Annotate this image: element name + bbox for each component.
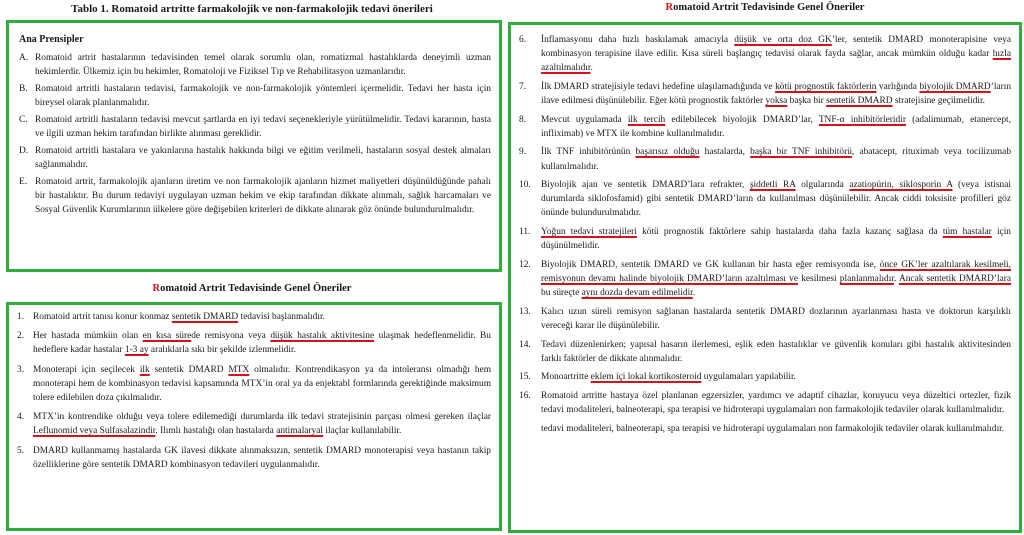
recommendation-item [17, 363, 491, 406]
principle-text: Romatoid artrit, farmakolojik ajanların üretim ve non farmakolojik ajanların hizmet maliyetleri düşünüldüğünde pahalı bir hastalıktır. Bu durum tedaviyi uygulayan uzman hekim ve ekip tarafından dikkate alınmalı, sağlık harcamaları ve Sosyal Güvenlik Kurumlarının ülkelere göre değişebilen kriterleri de dikkate alınarak göz önünde bulundurulmalıdır. [35, 177, 491, 215]
recommendation-item [519, 338, 1011, 366]
principle-letter: C. [19, 115, 28, 125]
recommendation-number: 16. [519, 391, 531, 401]
underlined-emphasis: tüm hastalar [942, 227, 992, 238]
recommendation-text: DMARD kullanmamış hastalarda GK ilavesi dikkate alınmaksızın, sentetik DMARD monoterapisi veya hastanın takip özelliklerine göre sentetik DMARD kombinasyon tedavileri uygulanmalıdır. [33, 445, 491, 470]
recommendations-box-left [6, 302, 502, 531]
principle-item [19, 144, 491, 172]
recommendation-text: Her hastada mümkün olan en kısa sürede remisyona veya düşük hastalık aktivitesine ulaşmak hedeflenmelidir. Bu hedeflere kadar hastalar 1-3 ay aralıklarla sıkı bir şekilde izlenmelidir. [33, 331, 491, 356]
underlined-emphasis: eklem içi lokal kortikosteroid [590, 372, 702, 383]
principle-item [19, 51, 491, 79]
recommendation-item [519, 258, 1011, 300]
principle-item [19, 113, 491, 141]
recommendation-item [519, 145, 1011, 173]
recommendation-number: 2. [17, 331, 25, 342]
principle-item [19, 175, 491, 217]
recommendation-item [519, 225, 1011, 253]
underlined-emphasis: sentetik DMARD [171, 312, 239, 322]
underlined-emphasis: antimalaryal [276, 426, 324, 437]
recommendation-item [519, 178, 1011, 220]
underlined-emphasis: 1-3 ay [124, 345, 149, 356]
general-recommendations-title-right: Romatoid Artrit Tedavisinde Genel Öneriler [665, 2, 865, 13]
underlined-emphasis: düşük hastalık aktivitesine [270, 331, 375, 342]
recommendation-number: 15. [519, 372, 531, 383]
principle-letter: E. [19, 177, 28, 187]
recommendation-item [519, 305, 1011, 333]
underlined-emphasis: ilk [139, 364, 150, 375]
recommendation-text: İlk DMARD stratejisiyle tedavi hedefine ulaşılamadığında ve kötü prognostik faktörlerin varlığında biyolojik DMARD’ların ilave edilmesi düşünülebilir. Eğer kötü prognostik faktörler yoksa başka bir sentetik DMARD stratejisine geçilmelidir. [541, 81, 1012, 106]
underlined-emphasis: biyolojik DMARD [919, 81, 991, 92]
recommendations-list-right [519, 33, 1011, 417]
recommendation-text: İlk TNF inhibitörünün başarısız olduğu hastalarda, başka bir TNF inhibitörü, abatacept, rituximab veya tocilizumab kullanılmalıdır. [541, 147, 1012, 172]
underlined-emphasis: en kısa süre [142, 331, 192, 342]
principle-text: Romatoid artritli hastaların tedavisi mevcut şartlarda en iyi tedavi seçenekleriyle yürütülmelidir. Tedavi kararının, hasta ve ilgili uzman hekim tarafından birlikte alınması gereklidir. [35, 115, 491, 139]
recommendation-item [17, 444, 491, 472]
recommendation-text: Monoterapi için seçilecek ilk sentetik DMARD MTX olmalıdır. Kontrendikasyon ya da intoleransı olmadığı hem monoterapi hem de kombinasyon tedavisi kapsamında MTX’in oral ya da enjektabl formlarında gerektiğinde maksimum tolere edilebilen doza çıkılmalıdır. [33, 364, 491, 404]
recommendation-item [519, 113, 1011, 141]
recommendation-number: 9. [519, 147, 527, 158]
underlined-emphasis: aynı dozda devam edilmelidir [581, 288, 693, 299]
repeated-text-line: tedavi modaliteleri, balneoterapi, spa terapisi ve hidroterapi uygulamaları non farmakolojik tedaviler olarak kullanılmalıdır. [541, 423, 1005, 434]
recommendation-text: Mevcut uygulamada ilk tercih edilebilecek biyolojik DMARD’lar, TNF-α inhibitörleridir (adalimumab, etanercept, infliximab) ve MTX ile kombine kullanılmalıdır. [541, 114, 1011, 139]
recommendation-text: Yoğun tedavi stratejileri kötü prognostik faktörlere sahip hastalarda daha fazla kazanç sağlasa da tüm hastalar için düşünülmelidir. [541, 227, 1011, 252]
principle-letter: A. [19, 53, 29, 63]
recommendation-text: Kalıcı uzun süreli remisyon sağlanan hastalarda sentetik DMARD dozlarının ayarlanması hasta ve doktorun karşılıklı vereceği karar ile düşünülebilir. [541, 306, 1011, 331]
underlined-emphasis: şiddetli RA [749, 180, 796, 191]
recommendation-number: 3. [17, 364, 25, 375]
underlined-emphasis: azatiopürin, siklosporin A [849, 180, 953, 191]
recommendation-number: 11. [519, 227, 531, 238]
recommendation-text: Tedavi düzenlenirken; yapısal hasarın ilerlemesi, eşlik eden hastalıklar ve güvenlik konuları gibi hastalık aktivitesinden farklı faktörler de dikkate alınmalıdır. [541, 339, 1011, 364]
principle-letter: B. [19, 84, 28, 94]
recommendation-item [519, 370, 1011, 384]
recommendation-number: 13. [519, 306, 531, 317]
underlined-emphasis: MTX [228, 364, 250, 375]
recommendations-list-left [17, 310, 491, 472]
underlined-emphasis: başka bir TNF inhibitörü [750, 147, 852, 158]
recommendation-item [519, 33, 1011, 75]
recommendation-text: İnflamasyonu daha hızlı baskılamak amacıyla düşük ve orta doz GK’ler, sentetik DMARD monoterapisine veya kombinasyon terapisine ilave edilir. Kısa süreli başlangıç tedavisi olarak fayda sağlar, ancak mümkün olduğu kadar hızla azaltılmalıdır. [541, 35, 1011, 74]
principle-text: Romatoid artrit hastalarının tedavisinden temel olarak sorumlu olan, romatizmal hastalıklarda deneyimli uzman hekimlerdir. Ülkemiz için bu hekimler, Romatoloji ve Fiziksel Tıp ve Rehabilitasyon uzmanlarıdır. [35, 53, 491, 77]
recommendation-text: Biyolojik DMARD, sentetik DMARD ve GK kullanan bir hasta eğer remisyonda ise, önce GK’ler azaltılarak kesilmeli, remisyonun devamı halinde biyolojik DMARD’ların azaltılması ve kesilmesi planlanmalıdır. Ancak sentetik DMARD’lara bu süreçte aynı dozda devam edilmelidir. [541, 259, 1012, 299]
underlined-emphasis: TNF-α inhibitörleridir [818, 114, 906, 125]
underlined-emphasis: Ancak sentetik DMARD’lara [898, 273, 1012, 284]
underlined-emphasis: Leflunomid veya Sulfasalazindir [33, 426, 156, 437]
underlined-emphasis: hızla azaltılmalıdır [541, 49, 1011, 74]
principles-heading: Ana Prensipler [19, 34, 84, 45]
recommendation-item [17, 410, 491, 438]
underlined-emphasis: kötü prognostik faktörlerin [775, 81, 877, 92]
recommendation-item [519, 80, 1011, 108]
general-recommendations-title-left: Romatoid Artrit Tedavisinde Genel Öneriler [152, 283, 352, 294]
underlined-emphasis: düşük ve orta doz GK [734, 35, 832, 45]
recommendation-text: Romatoid artritte hastaya özel planlanan egzersizler, yardımcı ve adaptif cihazlar, koruyucu veya düzeltici ortezler, fizik tedavi modaliteleri, balneoterapi, spa terapisi ve hidroterapi uygulamaları non farmakolojik tedaviler olarak kullanılmalıdır. [541, 391, 1011, 416]
principles-list [19, 51, 491, 217]
recommendation-item [17, 310, 491, 324]
principle-item [19, 82, 491, 110]
principle-text: Romatoid artritli hastalara ve yakınlarına hastalık hakkında bilgi ve eğitim verilmeli, hastaların sosyal destek almaları sağlanmalıdır. [35, 146, 491, 170]
underlined-emphasis: planlanmalıdır [839, 273, 894, 284]
recommendation-text: MTX’in kontrendike olduğu veya tolere edilemediği durumlarda ilk tedavi stratejisinin parçası olmesi gereken ilaçlar Leflunomid veya Sulfasalazindir. Ilımlı hastalığı olan hastalarda antimalaryal ilaçlar kullanılabilir. [33, 412, 491, 437]
recommendation-number: 14. [519, 339, 531, 350]
principle-text: Romatoid artritli hastaların tedavisi, farmakolojik ve non-farmakolojik yöntemleri içermelidir. Tedavi her hasta için bireysel olarak planlanmalıdır. [35, 84, 491, 108]
underlined-emphasis: başarısız olduğu [635, 147, 700, 158]
underlined-emphasis: ilk tercih [627, 114, 666, 125]
recommendation-item [17, 329, 491, 357]
recommendations-box-right [508, 22, 1022, 533]
recommendation-text: Monoartritte eklem içi lokal kortikosteroid uygulamaları yapılabilir. [541, 372, 796, 383]
recommendation-number: 8. [519, 114, 527, 125]
underlined-emphasis: önce GK’ler azaltılarak kesilmeli, remisyonun devamı halinde biyolojik DMARD’ların azaltılması ve [541, 259, 1012, 284]
recommendation-number: 7. [519, 81, 527, 92]
recommendation-text: Romatoid artrit tanısı konur konmaz sentetik DMARD tedavisi başlanmalıdır. [33, 312, 325, 322]
table1-title: Tablo 1. Romatoid artritte farmakolojik ve non-farmakolojik tedavi önerileri [71, 3, 433, 15]
recommendation-text: Biyolojik ajan ve sentetik DMARD’lara refrakter, şiddetli RA olgularında azatiopürin, siklosporin A (veya istisnai durumlarda siklofosfamid) gibi sentetik DMARD’ların da kullanılması düşünülebilir. Ancak ciddi toksisite profilleri göz önünde bulundurulmalıdır. [541, 180, 1011, 219]
principles-box [6, 20, 502, 272]
underlined-emphasis: Yoğun tedavi stratejileri [541, 227, 637, 238]
recommendation-number: 10. [519, 180, 531, 191]
underlined-emphasis: yoksa [765, 95, 788, 106]
recommendation-number: 1. [17, 312, 25, 322]
underlined-emphasis: sentetik DMARD [826, 95, 893, 106]
recommendation-number: 5. [17, 445, 25, 456]
recommendation-item [519, 389, 1011, 417]
recommendation-number: 4. [17, 412, 25, 423]
principle-letter: D. [19, 146, 29, 156]
recommendation-number: 6. [519, 35, 527, 45]
recommendation-number: 12. [519, 259, 531, 270]
